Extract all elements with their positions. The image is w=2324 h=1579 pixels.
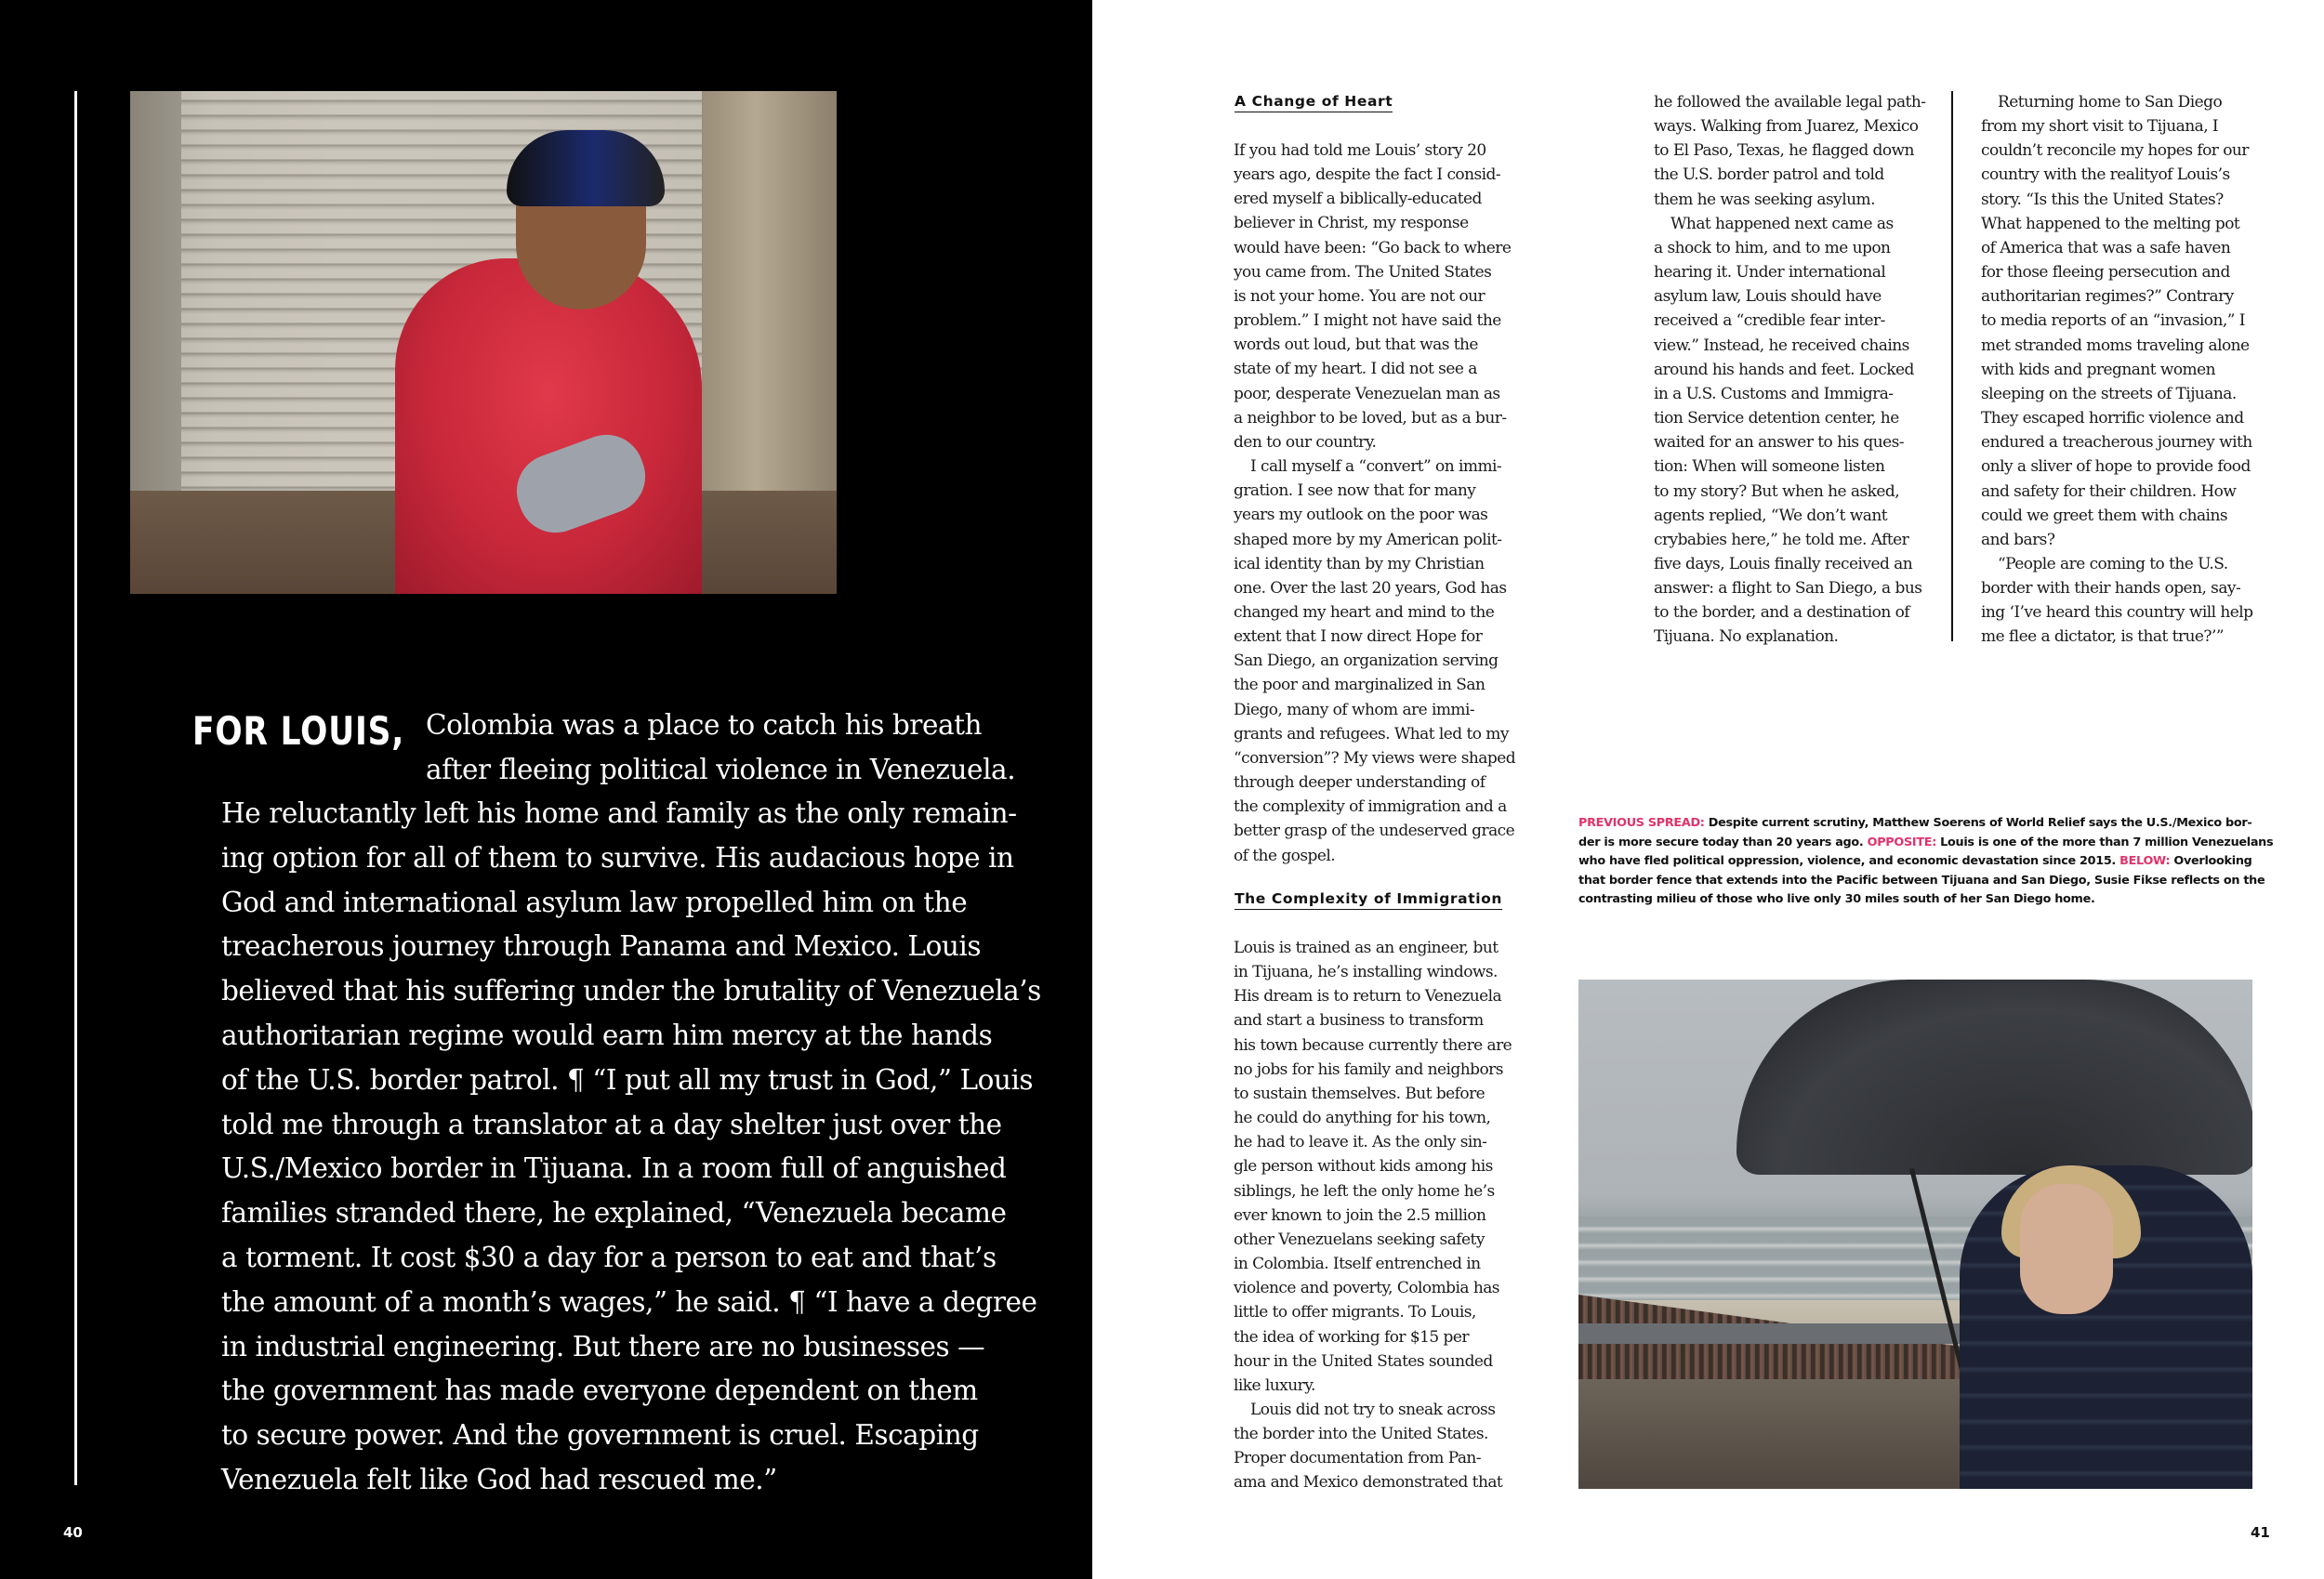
body-line: waited for an answer to his ques- xyxy=(1654,433,1904,453)
body-line: “People are coming to the U.S. xyxy=(1998,554,2228,573)
lead-line: told me through a translator at a day shelter just over the xyxy=(221,1108,1002,1140)
body-line: crybabies here,” he told me. After xyxy=(1654,530,1909,549)
body-line: Returning home to San Diego xyxy=(1998,93,2223,112)
body-line: San Diego, an organization serving xyxy=(1234,651,1499,671)
caption-line: that border fence that extends into the Pacific between Tijuana and San Diego, Susie Fikse reflects on the xyxy=(1578,873,2265,888)
body-line: of America that was a safe haven xyxy=(1981,238,2231,257)
body-line: tion Service detention center, he xyxy=(1654,409,1899,428)
body-line: endured a treacherous journey with xyxy=(1981,433,2252,453)
body-line: received a “credible fear inter- xyxy=(1654,311,1885,331)
lead-line: believed that his suffering under the brutality of Venezuela’s xyxy=(221,975,1041,1007)
caption-line xyxy=(1578,852,2257,872)
lead-text xyxy=(221,792,1041,1503)
body-line: shaped more by my American polit- xyxy=(1234,530,1502,549)
body-line: a neighbor to be loved, but as a bur- xyxy=(1234,408,1507,428)
lead-line: after fleeing political violence in Venezuela. xyxy=(426,754,1016,785)
body-line: hour in the United States sounded xyxy=(1234,1351,1493,1371)
body-line: years my outlook on the poor was xyxy=(1234,506,1488,525)
red-sweater xyxy=(395,258,702,594)
page-number: 40 xyxy=(63,1524,83,1541)
body-line: They escaped horrific violence and xyxy=(1981,409,2244,428)
body-line: the U.S. border patrol and told xyxy=(1654,165,1884,185)
body-line: I call myself a “convert” on immi- xyxy=(1250,457,1502,477)
body-line: he had to leave it. As the only sin- xyxy=(1234,1133,1487,1152)
body-line: grants and refugees. What led to my xyxy=(1234,724,1509,743)
body-line: years ago, despite the fact I consid- xyxy=(1234,165,1501,185)
body-line: country with the realityof Louis’s xyxy=(1981,165,2230,185)
body-line: border with their hands open, say- xyxy=(1981,579,2241,599)
body-line: ways. Walking from Juarez, Mexico xyxy=(1654,117,1919,137)
body-line: His dream is to return to Venezuela xyxy=(1234,987,1502,1007)
caption-line: contrasting milieu of those who live only 30 miles south of her San Diego home. xyxy=(1578,892,2095,907)
lead-line: a torment. It cost $30 a day for a person to eat and that’s xyxy=(221,1241,997,1273)
body-line: in Tijuana, he’s installing windows. xyxy=(1234,963,1498,982)
body-line: the idea of working for $15 per xyxy=(1234,1327,1469,1347)
body-line: extent that I now direct Hope for xyxy=(1234,627,1483,647)
body-line: state of my heart. I did not see a xyxy=(1234,360,1477,379)
body-line: ever known to join the 2.5 million xyxy=(1234,1205,1486,1225)
subhead-complexity: The Complexity of Immigration xyxy=(1235,890,1502,910)
body-line: What happened to the melting pot xyxy=(1981,214,2240,233)
lead-line: Colombia was a place to catch his breath xyxy=(426,709,983,741)
body-line: believer in Christ, my response xyxy=(1234,214,1469,233)
lead-line: in industrial engineering. But there are no businesses — xyxy=(221,1330,985,1362)
body-line: to sustain themselves. But before xyxy=(1234,1084,1486,1103)
body-line: to media reports of an “invasion,” I xyxy=(1981,311,2245,331)
body-line: violence and poverty, Colombia has xyxy=(1234,1279,1499,1298)
body-line: gration. I see now that for many xyxy=(1234,481,1476,501)
body-line: to my story? But when he asked, xyxy=(1654,481,1900,501)
body-line: through deeper understanding of xyxy=(1234,773,1486,793)
body-line: from my short visit to Tijuana, I xyxy=(1981,117,2219,137)
body-line: answer: a flight to San Diego, a bus xyxy=(1654,579,1922,599)
body-line: gle person without kids among his xyxy=(1234,1157,1493,1177)
body-line: five days, Louis finally received an xyxy=(1654,554,1913,573)
lead-line: authoritarian regime would earn him mercy at the hands xyxy=(221,1019,993,1051)
body-line: asylum law, Louis should have xyxy=(1654,287,1882,307)
subhead-change-of-heart: A Change of Heart xyxy=(1235,93,1393,112)
body-line: to the border, and a destination of xyxy=(1654,603,1910,623)
body-line: he followed the available legal path- xyxy=(1654,93,1926,112)
caption-text: Overlooking xyxy=(2170,854,2252,869)
face xyxy=(2020,1184,2113,1314)
column-1b xyxy=(1234,936,1512,1495)
body-line: only a sliver of hope to provide food xyxy=(1981,457,2251,477)
body-line: he could do anything for his town, xyxy=(1234,1109,1491,1128)
lead-line: treacherous journey through Panama and Mexico. Louis xyxy=(221,930,982,963)
body-line: the complexity of immigration and a xyxy=(1234,797,1507,817)
body-line: Louis did not try to sneak across xyxy=(1250,1400,1496,1419)
body-line: of the gospel. xyxy=(1234,846,1336,865)
lead-line: families stranded there, he explained, “Venezuela became xyxy=(221,1197,1007,1230)
body-line: If you had told me Louis’ story 20 xyxy=(1234,141,1486,160)
body-line: hearing it. Under international xyxy=(1654,263,1886,283)
body-line: ama and Mexico demonstrated that xyxy=(1234,1473,1503,1493)
lead-line: God and international asylum law propelled him on the xyxy=(221,886,968,918)
body-line: authoritarian regimes?” Contrary xyxy=(1981,287,2234,307)
photo-caption xyxy=(1578,814,2274,910)
body-line: story. “Is this the United States? xyxy=(1981,190,2224,209)
vertical-rule xyxy=(74,91,77,1485)
body-line: “conversion”? My views were shaped xyxy=(1234,748,1516,768)
body-line: better grasp of the undeserved grace xyxy=(1234,822,1515,841)
caption-tag: OPPOSITE: xyxy=(1863,835,1937,849)
body-line: and start a business to transform xyxy=(1234,1011,1484,1031)
lead-line: the government has made everyone dependent on them xyxy=(221,1375,978,1407)
body-line: Tijuana. No explanation. xyxy=(1654,627,1839,647)
lead-text-first xyxy=(426,703,1016,792)
body-line: no jobs for his family and neighbors xyxy=(1234,1059,1503,1079)
body-line: one. Over the last 20 years, God has xyxy=(1234,578,1507,598)
body-line: a shock to him, and to me upon xyxy=(1654,238,1891,257)
body-line: couldn’t reconcile my hopes for our xyxy=(1981,141,2249,161)
column-divider xyxy=(1951,91,1953,641)
lead-line: He reluctantly left his home and family as the only remain- xyxy=(221,797,1017,829)
body-line: Diego, many of whom are immi- xyxy=(1234,700,1475,719)
caption-text: Despite current scrutiny, Matthew Soerens of World Relief says the U.S./Mexico bor- xyxy=(1704,816,2252,830)
left-page xyxy=(0,0,1092,1579)
lead-line: Venezuela felt like God had rescued me.” xyxy=(221,1463,777,1495)
body-line: in Colombia. Itself entrenched in xyxy=(1234,1255,1481,1274)
body-line: agents replied, “We don’t want xyxy=(1654,506,1888,525)
body-line: the border into the United States. xyxy=(1234,1425,1488,1444)
body-line: siblings, he left the only home he’s xyxy=(1234,1181,1495,1201)
body-line: den to our country. xyxy=(1234,432,1377,452)
body-line: them he was seeking asylum. xyxy=(1654,190,1875,209)
body-line: tion: When will someone listen xyxy=(1654,457,1885,477)
body-line: to El Paso, Texas, he flagged down xyxy=(1654,141,1914,161)
caption-text: Louis is one of the more than 7 million Venezuelans xyxy=(1936,835,2274,849)
column-3 xyxy=(1981,90,2260,650)
body-line: around his hands and feet. Locked xyxy=(1654,360,1914,379)
lead-line: to secure power. And the government is cruel. Escaping xyxy=(221,1419,979,1452)
body-line: in a U.S. Customs and Immigra- xyxy=(1654,384,1894,403)
body-line: Louis is trained as an engineer, but xyxy=(1234,939,1499,957)
caption-line xyxy=(1578,814,2257,834)
body-line: and safety for their children. How xyxy=(1981,481,2237,501)
caption-text: who have fled political oppression, violence, and economic devastation since 2015. xyxy=(1578,854,2116,869)
body-line: me flee a dictator, is that true?’” xyxy=(1981,627,2224,647)
body-line: is not your home. You are not our xyxy=(1234,286,1486,306)
body-line: like luxury. xyxy=(1234,1375,1315,1395)
body-line: view.” Instead, he received chains xyxy=(1654,336,1909,355)
lead-line: ing option for all of them to survive. His audacious hope in xyxy=(221,841,1014,874)
lead-line: the amount of a month’s wages,” he said. ¶ “I have a degree xyxy=(221,1285,1037,1318)
body-line: his town because currently there are xyxy=(1234,1035,1512,1055)
body-line: little to offer migrants. To Louis, xyxy=(1234,1303,1476,1322)
caption-line xyxy=(1578,834,2274,853)
susie-photo xyxy=(1578,980,2252,1489)
body-line: problem.” I might not have said the xyxy=(1234,311,1501,331)
body-line: ical identity than by my Christian xyxy=(1234,554,1485,573)
caption-tag: BELOW: xyxy=(2116,854,2171,869)
body-line: ered myself a biblically-educated xyxy=(1234,190,1482,209)
body-line: with kids and pregnant women xyxy=(1981,360,2216,379)
body-line: sleeping on the streets of Tijuana. xyxy=(1981,384,2237,403)
body-line: would have been: “Go back to where xyxy=(1234,238,1512,257)
body-line: Proper documentation from Pan- xyxy=(1234,1449,1481,1468)
body-line: ing ‘I’ve heard this country will help xyxy=(1981,603,2253,623)
caption-tag: PREVIOUS SPREAD: xyxy=(1578,816,1705,830)
body-line: What happened next came as xyxy=(1670,214,1894,233)
body-line: other Venezuelans seeking safety xyxy=(1234,1230,1485,1249)
body-line: met stranded moms traveling alone xyxy=(1981,336,2250,355)
lead-line: U.S./Mexico border in Tijuana. In a room full of anguished xyxy=(221,1152,1007,1185)
page-number: 41 xyxy=(2251,1524,2270,1541)
lead-line: of the U.S. border patrol. ¶ “I put all my trust in God,” Louis xyxy=(221,1063,1034,1096)
body-line: poor, desperate Venezuelan man as xyxy=(1234,384,1500,403)
body-line: and bars? xyxy=(1981,530,2055,549)
body-line: could we greet them with chains xyxy=(1981,506,2228,525)
body-line: for those fleeing persecution and xyxy=(1981,263,2230,283)
louis-photo xyxy=(130,91,837,594)
column-1 xyxy=(1234,138,1516,868)
caption-text: der is more secure today than 20 years ago. xyxy=(1578,835,1864,849)
body-line: words out loud, but that was the xyxy=(1234,336,1478,355)
dropcap-heading: FOR LOUIS, xyxy=(192,708,405,754)
umbrella xyxy=(1736,980,2252,1175)
body-line: changed my heart and mind to the xyxy=(1234,602,1495,622)
body-line: the poor and marginalized in San xyxy=(1234,676,1486,695)
column-2 xyxy=(1654,90,1933,650)
body-line: you came from. The United States xyxy=(1234,262,1492,282)
